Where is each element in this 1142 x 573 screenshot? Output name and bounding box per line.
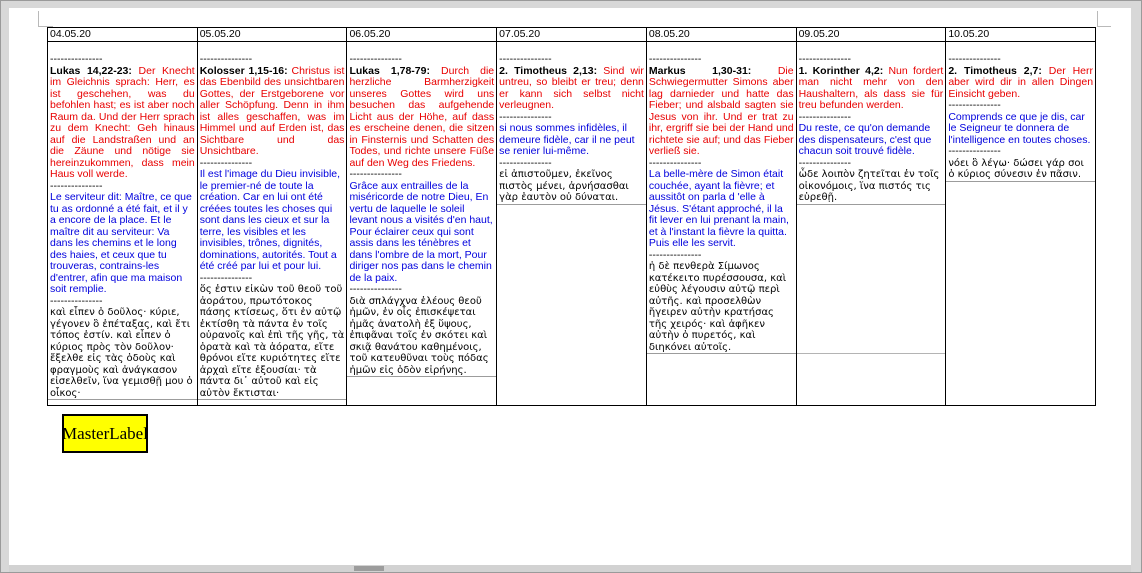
german-verse bbox=[48, 66, 197, 181]
day-cell bbox=[347, 42, 496, 377]
separator: --------------- bbox=[648, 249, 702, 261]
separator: --------------- bbox=[199, 54, 253, 65]
separator: --------------- bbox=[199, 157, 253, 169]
french-verse: Il est l'image du Dieu invisible, le premier-né de toute la création. Car en lui ont été créées toutes les choses qui sont dans les cieux et sur la terre, les visibles et les invisibles, trônes, dignités, dominations, autorités. Tout a été créé par lui et pour lui. bbox=[199, 168, 341, 272]
german-text: Die Schwiegermutter Simons aber lag darnieder und hatte das Fieber; und alsbald sagten sie Jesus von ihr. Und er trat zu ihr, ergriff sie bei der Hand und richtete sie auf; und das Fieber verließ sie. bbox=[648, 64, 794, 157]
separator: --------------- bbox=[648, 157, 702, 169]
day-cell bbox=[48, 42, 197, 400]
separator: --------------- bbox=[798, 54, 852, 65]
day-cell bbox=[797, 42, 946, 205]
german-verse bbox=[198, 66, 347, 158]
date-header: 07.05.20 bbox=[497, 28, 646, 42]
day-cell bbox=[647, 42, 796, 354]
german-text: Der Herr aber wird dir in allen Dingen Einsicht geben. bbox=[948, 64, 1094, 100]
date-header: 05.05.20 bbox=[198, 28, 347, 42]
verse-frame bbox=[347, 54, 496, 377]
german-verse bbox=[797, 66, 946, 112]
german-text: Durch die herzliche Barmherzigkeit unseres Gottes wird uns besuchen das aufgehende Licht aus der Höhe, auf dass es erscheine denen, die sitzen in Finsternis und Schatten des Todes, und richte unsere Füße auf den Weg des Friedens. bbox=[349, 64, 495, 169]
german-text: Der Knecht im Gleichnis sprach: Herr, es ist geschehen, was du befohlen hast; es ist aber noch Raum da. Und der Herr sprach zu dem Knecht: Geh hinaus auf die Landstraßen und an die Zäune und nötige sie hereinzukommen, dass mein Haus voll werde. bbox=[50, 64, 195, 180]
separator: --------------- bbox=[798, 111, 852, 123]
date-header: 10.05.20 bbox=[946, 28, 1095, 42]
separator: --------------- bbox=[499, 54, 552, 65]
separator: --------------- bbox=[798, 157, 852, 169]
separator: --------------- bbox=[349, 169, 402, 180]
day-column-3 bbox=[347, 28, 497, 405]
greek-verse: ὧδε λοιπὸν ζητεῖται ἐν τοῖς οἰκονόμοις, ἵνα πιστός τις εὑρεθῇ. bbox=[798, 169, 940, 203]
french-verse: Le serviteur dit: Maître, ce que tu as ordonné a été fait, et il y a encore de la place. Et le maître dit au serviteur: Va dans les chemins et le long des haies, et ceux que tu trouveras, contrains-les d'entrer, afin que ma maison soit remplie. bbox=[50, 191, 192, 295]
separator: --------------- bbox=[349, 284, 402, 295]
verse-frame bbox=[946, 54, 1095, 182]
german-verse bbox=[497, 66, 646, 112]
separator: --------------- bbox=[499, 111, 552, 123]
verse-reference: Kolosser 1,15-16: bbox=[199, 64, 288, 77]
verse-frame bbox=[198, 54, 347, 400]
frame-boundary-line bbox=[797, 353, 946, 354]
greek-verse: καὶ εἶπεν ὁ δοῦλος· κύριε, γέγονεν ὃ ἐπέταξας, καὶ ἔτι τόπος ἐστίν. καὶ εἶπεν ὁ κύριος πρὸς τὸν δοῦλον· ἔξελθε εἰς τὰς ὁδοὺς καὶ φραγμοὺς καὶ ἀνάγκασον εἰσελθεῖν, ἵνα γεμισθῇ μου ὁ οἶκος· bbox=[50, 307, 193, 399]
french-verse: Du reste, ce qu'on demande des dispensateurs, c'est que chacun soit trouvé fidèle. bbox=[798, 122, 932, 157]
day-cell bbox=[946, 42, 1095, 182]
greek-verse: ὅς ἐστιν εἰκὼν τοῦ θεοῦ τοῦ ἀοράτου, πρωτότοκος πάσης κτίσεως, ὅτι ἐν αὐτῷ ἐκτίσθη τὰ πάντα ἐν τοῖς οὐρανοῖς καὶ ἐπὶ τῆς γῆς, τὰ ὁρατὰ καὶ τὰ ἀόρατα, εἴτε θρόνοι εἴτε κυριότητες εἴτε ἀρχαὶ εἴτε ἐξουσίαι· τὰ πάντα δι᾿ αὐτοῦ καὶ εἰς αὐτὸν ἔκτισται· bbox=[199, 284, 345, 399]
day-cell bbox=[497, 42, 646, 205]
greek-verse: νόει ὃ λέγω· δώσει γάρ σοι ὁ κύριος σύνεσιν ἐν πᾶσιν. bbox=[948, 157, 1084, 180]
verse-reference: 1. Korinther 4,2: bbox=[798, 64, 884, 77]
separator: --------------- bbox=[349, 54, 402, 65]
verse-frame bbox=[497, 54, 646, 205]
separator: --------------- bbox=[648, 54, 702, 65]
date-header: 04.05.20 bbox=[48, 28, 197, 42]
date-header: 06.05.20 bbox=[347, 28, 496, 42]
day-column-5 bbox=[647, 28, 797, 405]
horizontal-scrollbar[interactable] bbox=[9, 565, 1131, 572]
german-text: Nun fordert man nicht mehr von den Haushaltern, als dass sie für treu befunden werden. bbox=[798, 64, 944, 111]
margin-corner-mark-top-left bbox=[38, 11, 39, 27]
separator: --------------- bbox=[948, 146, 1001, 157]
date-header: 09.05.20 bbox=[797, 28, 946, 42]
day-column-7 bbox=[946, 28, 1095, 405]
margin-corner-mark-top-right bbox=[1097, 26, 1111, 27]
french-verse: Grâce aux entrailles de la miséricorde de notre Dieu, En vertu de laquelle le soleil levant nous a visités d'en haut, Pour éclairer ceux qui sont assis dans les ténèbres et dans l'ombre de la mort, Pour diriger nos pas dans le chemin de la paix. bbox=[349, 179, 493, 284]
horizontal-scrollbar-thumb[interactable] bbox=[354, 566, 384, 571]
date-header: 08.05.20 bbox=[647, 28, 796, 42]
verse-frame bbox=[797, 54, 946, 205]
verse-reference: Markus 1,30-31: bbox=[648, 64, 752, 77]
french-verse: Comprends ce que je dis, car le Seigneur te donnera de l'intelligence en toutes choses. bbox=[948, 110, 1091, 146]
verse-reference: 2. Timotheus 2,13: bbox=[499, 64, 598, 77]
german-text: Christus ist das Ebenbild des unsichtbaren Gottes, der Erstgeborene vor aller Schöpfung. Denn in ihm ist alles geschaffen, was im Himmel und auf Erden ist, das Sichtbare und das Unsichtbare. bbox=[199, 64, 345, 157]
day-column-2 bbox=[198, 28, 348, 405]
greek-verse: διὰ σπλάγχνα ἐλέους θεοῦ ἡμῶν, ἐν οἷς ἐπισκέψεται ἡμᾶς ἀνατολὴ ἐξ ὕψους, ἐπιφᾶναι τοῖς ἐν σκότει καὶ σκιᾷ θανάτου καθημένοις, τοῦ κατευθῦναι τοὺς πόδας ἡμῶν εἰς ὁδὸν εἰρήνης. bbox=[349, 295, 489, 376]
german-verse bbox=[347, 66, 496, 170]
french-verse: La belle-mère de Simon était couchée, ayant la fièvre; et aussitôt on parla d 'elle à Jésus. S'étant approché, il la fit lever en lui prenant la main, et à l'instant la fièvre la quitta. Puis elle les servit. bbox=[648, 168, 789, 249]
separator: --------------- bbox=[50, 54, 103, 65]
separator: --------------- bbox=[50, 180, 103, 192]
week-table bbox=[47, 27, 1096, 406]
french-verse: si nous sommes infidèles, il demeure fidèle, car il ne peut se renier lui-même. bbox=[499, 122, 635, 157]
separator: --------------- bbox=[948, 54, 1001, 65]
master-label[interactable]: MasterLabel bbox=[62, 414, 148, 453]
separator: --------------- bbox=[948, 100, 1001, 111]
separator: --------------- bbox=[199, 272, 253, 284]
german-verse bbox=[946, 66, 1095, 101]
day-column-4 bbox=[497, 28, 647, 405]
verse-frame bbox=[647, 54, 796, 354]
verse-reference: Lukas 1,78-79: bbox=[349, 64, 430, 77]
german-text: Sind wir untreu, so bleibt er treu; denn er kann sich selbst nicht verleugnen. bbox=[499, 64, 644, 111]
verse-reference: 2. Timotheus 2,7: bbox=[948, 64, 1042, 77]
separator: --------------- bbox=[50, 295, 103, 307]
separator: --------------- bbox=[499, 157, 552, 169]
greek-verse: ἡ δὲ πενθερὰ Σίμωνος κατέκειτο πυρέσσουσα, καὶ εὐθὺς λέγουσιν αὐτῷ περὶ αὐτῆς. καὶ προσελθὼν ἤγειρεν αὐτὴν κρατήσας τῆς χειρός· καὶ ἀφῆκεν αὐτὴν ὁ πυρετός, καὶ διηκόνει αὐτοῖς. bbox=[648, 261, 787, 353]
day-column-6 bbox=[797, 28, 947, 405]
margin-corner-mark-top-right bbox=[1097, 11, 1098, 27]
verse-reference: Lukas 14,22-23: bbox=[50, 64, 132, 77]
day-cell bbox=[198, 42, 347, 400]
german-verse bbox=[647, 66, 796, 158]
verse-frame bbox=[48, 54, 197, 400]
greek-verse: εἰ ἀπιστοῦμεν, ἐκεῖνος πιστὸς μένει, ἀρνήσασθαι γὰρ ἑαυτὸν οὐ δύναται. bbox=[499, 169, 629, 203]
day-column-1 bbox=[48, 28, 198, 405]
